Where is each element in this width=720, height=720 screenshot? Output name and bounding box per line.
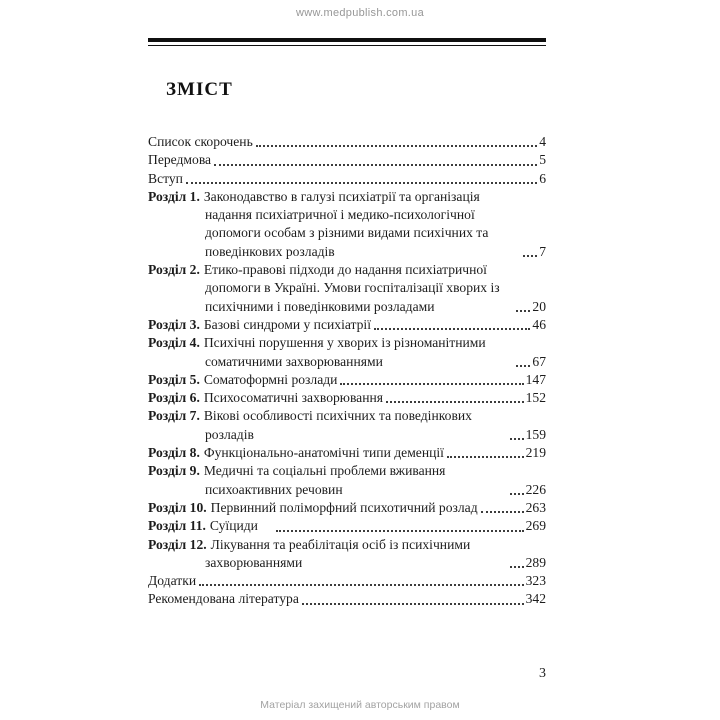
- toc-entry-title: [148, 444, 444, 462]
- toc-entry-prefix: Розділ 9.: [148, 463, 200, 479]
- toc-entry: [148, 170, 546, 188]
- toc-entry: [148, 261, 546, 316]
- toc-entry-title: [148, 316, 371, 334]
- toc-entry-text: Первинний поліморфний психотичний розлад: [210, 499, 478, 515]
- toc-entry-page: 20: [532, 298, 546, 314]
- publisher-url: www.medpublish.com.ua: [296, 7, 424, 19]
- toc-entry-prefix: Розділ 5.: [148, 371, 200, 387]
- toc-entry: [148, 371, 546, 389]
- dot-leader: [256, 145, 537, 147]
- toc-entry-page: 4: [539, 134, 546, 149]
- toc-entry: [148, 444, 546, 462]
- toc-entry-page: 5: [539, 152, 546, 168]
- toc-entry-text: Вікові особливості психічних та поведінкових розладів: [203, 408, 472, 442]
- toc-entry-prefix: Розділ 2.: [148, 262, 200, 278]
- toc-entry-text: Психічні порушення у хворих із різноманітними соматичними захворюваннями: [203, 335, 486, 369]
- toc-entry-title: [148, 389, 383, 407]
- dot-leader: [386, 401, 524, 403]
- toc-entry-prefix: Розділ 3.: [148, 316, 200, 332]
- toc-entry: [148, 572, 546, 590]
- page-number: 3: [539, 666, 546, 681]
- toc-entry-page: 46: [532, 316, 546, 332]
- toc-entry-title: [148, 407, 507, 444]
- toc-entry-page: 6: [539, 170, 546, 186]
- dot-leader: [374, 328, 530, 330]
- dot-leader: [523, 255, 537, 257]
- toc-entry-text: Список скорочень: [148, 134, 253, 149]
- toc-entry: [148, 389, 546, 407]
- page-title: ЗМІСТ: [166, 79, 233, 100]
- toc-entry-title: [148, 590, 299, 608]
- toc-entry: [148, 151, 546, 169]
- dot-leader: [186, 182, 537, 184]
- toc-entry-text: Етико-правові підходи до надання психіатричної допомоги в Україні. Умови госпіталізації хворих із психічними і поведінковими розладами: [203, 262, 500, 314]
- toc-entry-prefix: Розділ 8.: [148, 445, 200, 461]
- toc-entry-prefix: Розділ 1.: [148, 188, 200, 204]
- toc-entry-title: [148, 499, 478, 517]
- toc-entry-title: [148, 536, 507, 573]
- toc-entry: [148, 462, 546, 499]
- dot-leader: [276, 530, 523, 532]
- toc-entry-page: 263: [525, 499, 546, 515]
- dot-leader: [510, 438, 524, 440]
- toc-entry-title: [148, 170, 183, 188]
- toc-entry-title: [148, 188, 520, 261]
- toc-entry-text: Законодавство в галузі психіатрії та організація надання психіатричної і медико-психологічної допомоги особам з різними видами психічних та поведінкових розладів: [203, 188, 489, 259]
- toc-entry-text: Рекомендована література: [148, 591, 299, 607]
- dot-leader: [516, 365, 530, 367]
- toc-entry-page: 147: [525, 371, 546, 387]
- toc-entry-page: 159: [525, 426, 546, 442]
- toc-entry-page: 67: [532, 353, 546, 369]
- toc-entry-page: 219: [525, 445, 546, 461]
- toc-entry-title: [148, 261, 513, 316]
- toc-entry-prefix: Розділ 10.: [148, 499, 207, 515]
- toc-entry-page: 152: [525, 390, 546, 406]
- toc-entry-page: 226: [525, 481, 546, 497]
- toc-entry-page: 323: [525, 573, 546, 589]
- dot-leader: [199, 584, 524, 586]
- toc-entry-text: Суїциди: [209, 518, 258, 534]
- toc-entry-page: 7: [539, 243, 546, 259]
- toc-entry-prefix: Розділ 4.: [148, 335, 200, 351]
- dot-leader: [516, 310, 530, 312]
- toc-entry-title: [148, 462, 507, 499]
- toc-entry-title: [148, 517, 273, 535]
- toc-entry: [148, 316, 546, 334]
- dot-leader: [340, 383, 523, 385]
- toc-entry: [148, 517, 546, 535]
- toc-entry-text: Медичні та соціальні проблеми вживання психоактивних речовин: [203, 463, 446, 497]
- toc-entry-page: 289: [525, 554, 546, 570]
- toc-entry-title: [148, 572, 196, 590]
- dot-leader: [302, 603, 524, 605]
- dot-leader: [510, 566, 524, 568]
- toc-entry-text: Лікування та реабілітація осіб із психічними захворюваннями: [205, 536, 471, 570]
- header-rule: [148, 38, 546, 46]
- toc-entry-prefix: Розділ 6.: [148, 390, 200, 406]
- toc-entry: [148, 133, 546, 151]
- dot-leader: [510, 493, 524, 495]
- toc-entry-title: [148, 334, 513, 371]
- copyright-notice: Матеріал захищений авторським правом: [260, 699, 460, 711]
- toc-entry: [148, 590, 546, 608]
- dot-leader: [214, 164, 537, 166]
- toc-entry-page: 342: [525, 591, 546, 607]
- toc-entry-prefix: Розділ 12.: [148, 536, 207, 552]
- toc-entry-title: [148, 151, 211, 169]
- toc-entry-text: Вступ: [148, 170, 183, 186]
- toc-entry: [148, 334, 546, 371]
- toc-entry-text: Передмова: [148, 152, 212, 168]
- toc-entry-text: Соматоформні розлади: [203, 371, 338, 387]
- toc-entry-prefix: Розділ 7.: [148, 408, 200, 424]
- toc-entry: [148, 407, 546, 444]
- toc-entry-text: Психосоматичні захворювання: [203, 390, 384, 406]
- table-of-contents: [148, 133, 546, 609]
- toc-entry-text: Базові синдроми у психіатрії: [203, 316, 371, 332]
- toc-entry-title: [148, 371, 337, 389]
- toc-entry-text: Додатки: [148, 573, 197, 589]
- toc-entry-page: 269: [525, 518, 546, 534]
- toc-entry-prefix: Розділ 11.: [148, 518, 206, 534]
- toc-entry: [148, 188, 546, 261]
- toc-entry-title: [148, 133, 253, 151]
- dot-leader: [447, 456, 524, 458]
- toc-entry-text: Функціонально-анатомічні типи деменції: [203, 445, 444, 461]
- dot-leader: [481, 511, 524, 513]
- toc-entry: [148, 499, 546, 517]
- toc-entry: [148, 536, 546, 573]
